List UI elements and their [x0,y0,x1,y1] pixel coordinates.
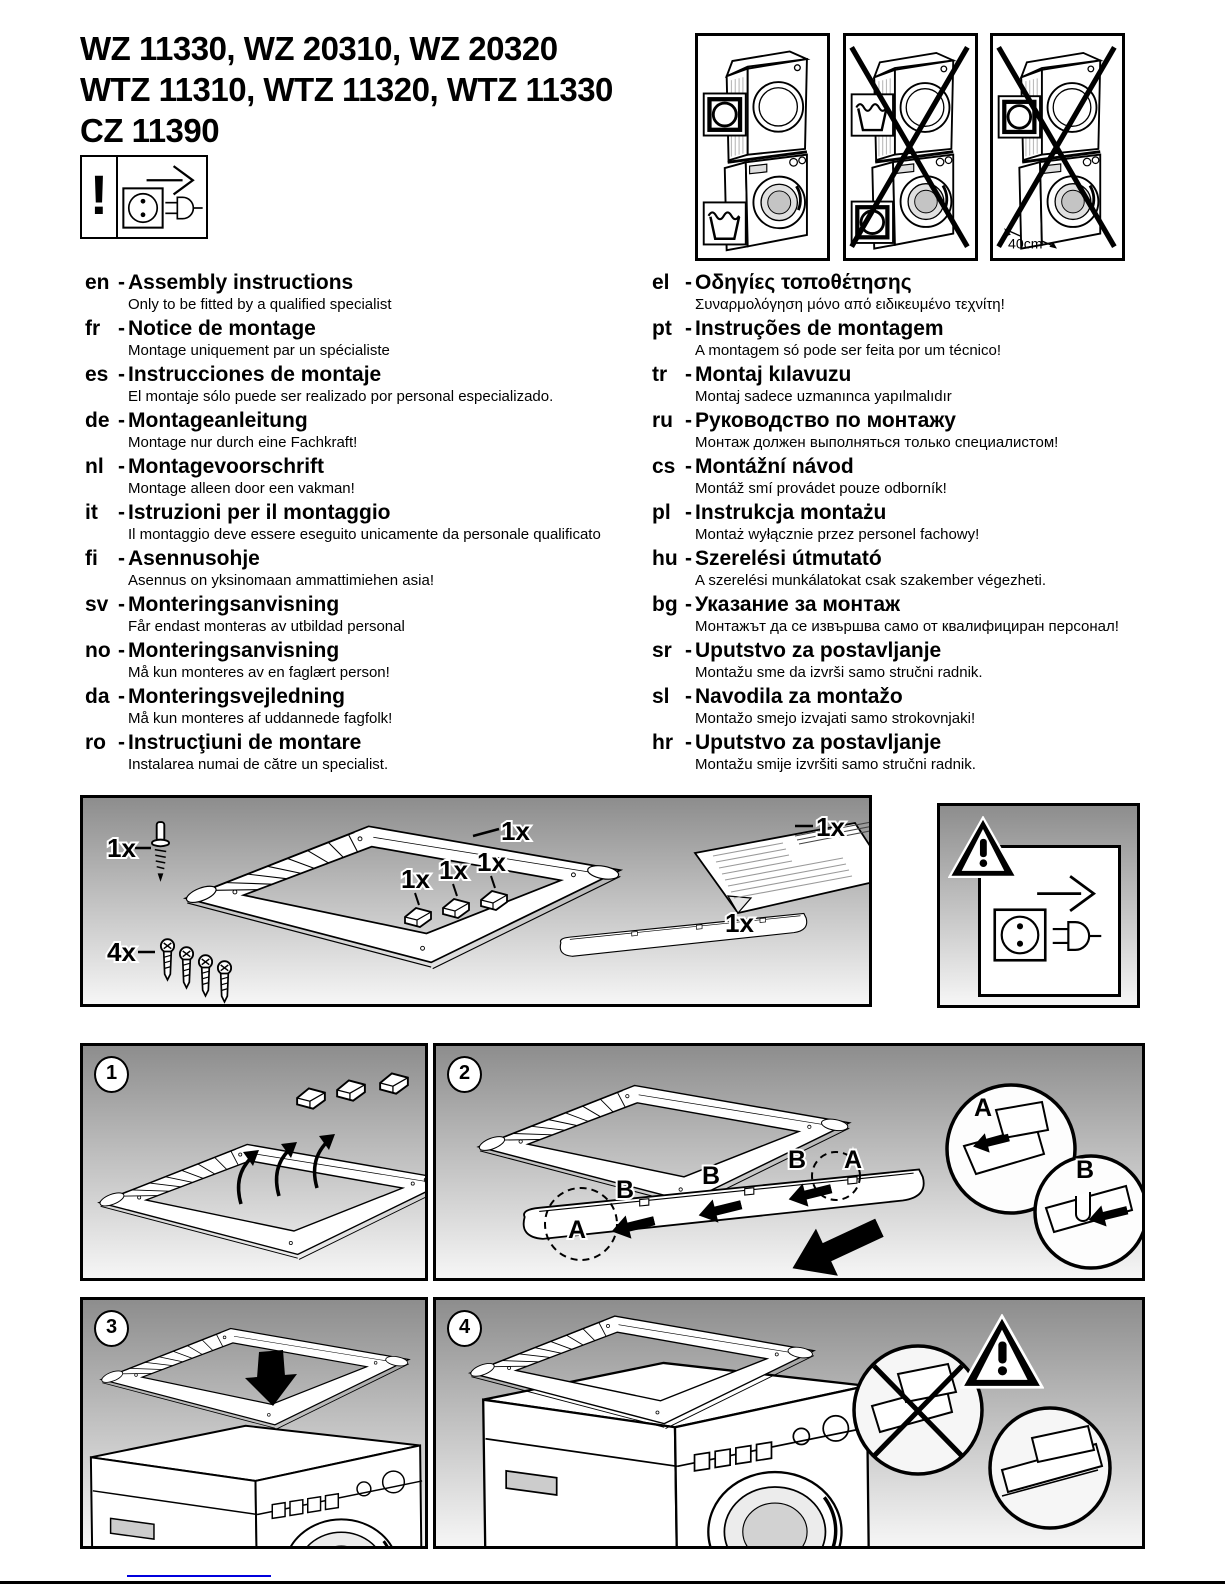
step-3-panel [80,1297,428,1549]
lang-entry-da: da - Monteringsvejledning Må kun monteres af uddannede fagfolk! [85,685,393,727]
big-push-arrow-icon [782,1204,891,1278]
callout-b-label: B [1076,1156,1095,1184]
lang-entry-cs: cs - Montážní návod Montáž smí provádet pouze odborník! [652,455,947,497]
step-number-badge: 1 [94,1056,129,1093]
lang-entry-no: no - Monteringsanvisning Må kun monteres av en faglært person! [85,639,390,681]
lang-entry-ru: ru - Руководство по монтажу Монтаж должен выполняться только специалистом! [652,409,1059,451]
parts-overview-box [80,795,872,1007]
washing-machine-illustration [91,1426,422,1546]
lang-entry-nl: nl - Montagevoorschrift Montage alleen door een vakman! [85,455,355,497]
step-2-panel [433,1043,1145,1281]
step-number-badge: 4 [447,1310,482,1347]
page-bottom-rule [0,1581,1225,1584]
label-a-left: A [568,1216,587,1244]
clip-icon [297,1088,325,1108]
wash-tub-symbol-icon [852,94,893,135]
step-4-illustration [436,1300,1142,1546]
correct-mount-callout [990,1408,1110,1528]
frame-count-label: 1x [501,816,530,846]
lang-entry-sv: sv - Monteringsanvisning Får endast monteras av utbildad personal [85,593,405,635]
clip-count-label: 1x [401,864,430,894]
wash-tub-symbol-icon [704,202,746,244]
language-list-left [85,270,645,776]
lang-entry-pl: pl - Instrukcja montażu Montaż wyłącznie przez personel fachowy! [652,501,980,543]
lang-entry-fi: fi - Asennusohje Asennus on yksinomaan ammattimiehen asia! [85,547,434,589]
clip-icon [443,899,469,918]
lang-entry-ro: ro - Instrucţiuni de montare Instalarea numai de către un specialist. [85,731,389,773]
lang-entry-el: el - Οδηγίες τοποθέτησης Συναρμολόγηση μόνο από ειδικευμένο τεχνίτη! [652,271,1005,313]
warning-triangle-icon [962,1316,1042,1387]
label-b-right: B [788,1146,807,1174]
label-b-mid: B [702,1162,721,1190]
step-number-badge: 3 [94,1310,129,1347]
lang-entry-pt: pt - Instruções de montagem A montagem só pode ser feita por um técnico! [652,317,1001,359]
clip-count-label: 1x [477,847,506,877]
retaining-pin-icon [152,822,169,882]
clip-icon [405,908,431,927]
lang-entry-it: it - Istruzioni per il montaggio Il montaggio deve essere eseguito unicamente da personale qualificato [85,501,601,543]
warning-triangle-icon [948,816,1018,880]
lang-entry-hu: hu - Szerelési útmutató A szerelési munkálatokat csak szakember végezheti. [652,547,1046,589]
stack-diagram-forbidden-washer-on-top [843,33,978,261]
title-line-2: WTZ 11310, WTZ 11320, WTZ 11330 [80,71,613,108]
lang-entry-tr: tr - Montaj kılavuzu Montaj sadece uzmanınca yapılmalıdır [652,363,952,405]
depth-dimension-label: 40cm [1008,235,1043,252]
lang-entry-de: de - Montageanleitung Montage nur durch eine Fachkraft! [85,409,358,451]
title-line-3: CZ 11390 [80,112,220,149]
step-1-panel [80,1043,428,1281]
label-b-left: B [616,1176,635,1204]
power-warning-panel [937,803,1140,1008]
screw-icon [218,961,231,1002]
wrong-mount-callout [854,1346,982,1474]
clip-icon [337,1080,365,1100]
lang-entry-en: en - Assembly instructions Only to be fitted by a qualified specialist [85,271,392,313]
step-4-panel [433,1297,1145,1549]
clip-count-label: 1x [439,855,468,885]
step-1-illustration [83,1046,425,1278]
pin-count-label: 1x [107,833,136,863]
lang-entry-fr: fr - Notice de montage Montage uniquement par un spécialiste [85,317,390,359]
socket-icon [123,188,162,227]
stack-diagram-forbidden-depth [990,33,1125,261]
step-number-badge: 2 [447,1056,482,1093]
exclamation-icon: ! [82,157,118,237]
front-trim-icon [560,914,806,957]
socket-icon [995,910,1046,961]
lang-entry-hr: hr - Uputstvo za postavljanje Montažu smije izvršiti samo stručni radnik. [652,731,976,773]
screw-icon [161,939,174,980]
stacking-frame-illustration [98,1144,425,1259]
plug-icon [165,197,202,218]
socket-plug-diagram [120,159,206,235]
label-a-right: A [844,1146,863,1174]
power-warning-box [80,155,208,239]
parts-illustration [83,798,869,1004]
step-3-illustration [83,1300,425,1546]
screw-icon [199,955,212,996]
language-list-right [652,270,1212,776]
page-title [80,28,613,151]
title-line-1: WZ 11330, WZ 20310, WZ 20320 [80,30,558,67]
callout-a-label: A [974,1094,993,1122]
lang-entry-sl: sl - Navodila za montažo Montažo smejo izvajati samo strokovnjaki! [652,685,976,727]
tumble-dryer-symbol-icon [999,96,1040,137]
lang-entry-es: es - Instrucciones de montaje El montaje sólo puede ser realizado por personal especializado. [85,363,554,405]
stacking-frame-illustration [184,826,620,968]
lang-entry-sr: sr - Uputstvo za postavljanje Montažu sme da izvrši samo stručni radnik. [652,639,983,681]
screw-icon [180,947,193,988]
clip-icon [380,1073,408,1093]
screw-count-label: 4x [107,937,136,967]
stack-diagram-allowed [695,33,830,261]
trim-count-label: 1x [725,908,754,938]
step-2-illustration [436,1046,1142,1278]
plug-icon [1053,922,1102,950]
tumble-dryer-symbol-icon [704,93,746,135]
lang-entry-bg: bg - Указание за монтаж Монтажът да се извършва само от квалифициран персонал! [652,593,1119,635]
leaflet-count-label: 1x [816,812,845,842]
arrow-right-icon [1037,876,1094,911]
hyperlink-underline[interactable] [127,1575,271,1577]
callout-b [1035,1156,1142,1268]
